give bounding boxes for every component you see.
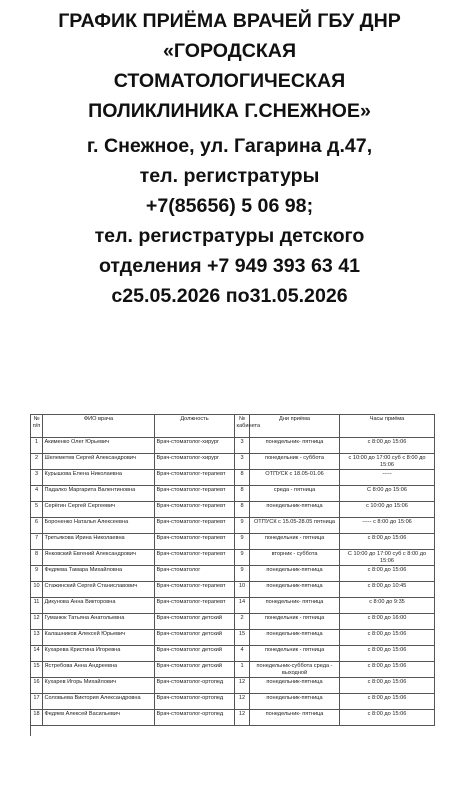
cell-doctor-name: Курышова Елена Николаевна (43, 470, 155, 486)
cell-position: Врач-стоматолог-терапевт (155, 550, 235, 566)
cell-position: Врач-стоматолог-терапевт (155, 502, 235, 518)
cell-number: 6 (31, 518, 43, 534)
cell-doctor-name: Падалко Маргарита Валентиновна (43, 486, 155, 502)
cell-doctor-name: Кухарева Кристина Игоревна (43, 646, 155, 662)
cell-hours: с 8:00 до 15:06 (340, 694, 435, 710)
cell-days: понедельник-пятница (250, 630, 340, 646)
title-line-3: СТОМАТОЛОГИЧЕСКАЯ (113, 70, 346, 92)
table-row (31, 486, 435, 502)
cell-position: Врач-стоматолог-хирург (155, 438, 235, 454)
table-row (31, 518, 435, 534)
cell-hours: с 8:00 до 15:06 (340, 630, 435, 646)
cell-cabinet: 14 (235, 598, 250, 614)
cell-days: понедельник- пятница (250, 598, 340, 614)
schedule-table-container (30, 414, 434, 736)
table-row (31, 566, 435, 582)
cell-hours: С 10:00 до 17:00 суб с 8:00 до 15:06 (340, 550, 435, 566)
table-row (31, 678, 435, 694)
table-row (31, 534, 435, 550)
column-header-days: Дни приёма (250, 415, 340, 438)
cell-number: 1 (31, 438, 43, 454)
cell-doctor-name: Третьякова Ирина Николаевна (43, 534, 155, 550)
cell-days: понедельник - пятница (250, 614, 340, 630)
table-header-row (31, 415, 435, 438)
cell-position: Врач-стоматолог детский (155, 662, 235, 678)
schedule-period: с25.05.2026 по31.05.2026 (111, 285, 348, 307)
cell-position: Врач-стоматолог-терапевт (155, 598, 235, 614)
cell-hours: ----- (340, 470, 435, 486)
cell-cabinet: 2 (235, 614, 250, 630)
table-row (31, 582, 435, 598)
cell-number: 14 (31, 646, 43, 662)
title-line-4: ПОЛИКЛИНИКА Г.СНЕЖНОЕ» (88, 100, 371, 122)
cell-position: Врач-стоматолог детский (155, 646, 235, 662)
table-row (31, 598, 435, 614)
column-header-number: № п/п (31, 415, 43, 438)
cell-position: Врач-стоматолог-терапевт (155, 518, 235, 534)
cell-position: Врач-стоматолог-хирург (155, 454, 235, 470)
cell-cabinet: 12 (235, 678, 250, 694)
cell-number: 15 (31, 662, 43, 678)
cell-doctor-name: Янковский Евгений Александрович (43, 550, 155, 566)
cell-doctor-name: Калашников Алексей Юрьевич (43, 630, 155, 646)
cell-position: Врач-стоматолог-терапевт (155, 470, 235, 486)
column-header-hours: Часы приёма (340, 415, 435, 438)
cell-position: Врач-стоматолог-терапевт (155, 486, 235, 502)
cell-position: Врач-стоматолог (155, 566, 235, 582)
column-header-position: Должность (155, 415, 235, 438)
cell-hours: с 10:00 до 17:00 суб с 8:00 до 15:06 (340, 454, 435, 470)
cell-days: среда - пятница (250, 486, 340, 502)
cell-cabinet: 1 (235, 662, 250, 678)
column-header-doctor: ФИО врача (43, 415, 155, 438)
cell-doctor-name: Стажинский Сергей Станиславович (43, 582, 155, 598)
cell-number: 8 (31, 550, 43, 566)
table-row (31, 662, 435, 678)
schedule-table (30, 414, 435, 726)
cell-cabinet: 9 (235, 550, 250, 566)
cell-position: Врач-стоматолог-терапевт (155, 534, 235, 550)
cell-doctor-name: Федяева Тамара Михайловна (43, 566, 155, 582)
cell-number: 4 (31, 486, 43, 502)
table-row (31, 630, 435, 646)
cell-hours: с 8:00 до 16:00 (340, 614, 435, 630)
cell-doctor-name: Ястребова Анна Андреевна (43, 662, 155, 678)
schedule-header (0, 0, 459, 311)
cell-cabinet: 4 (235, 646, 250, 662)
cell-number: 7 (31, 534, 43, 550)
cell-hours: с 8:00 до 15:06 (340, 566, 435, 582)
cell-cabinet: 8 (235, 486, 250, 502)
cell-days: понедельник-суббота среда - выходной (250, 662, 340, 678)
cell-cabinet: 12 (235, 710, 250, 726)
cell-cabinet: 8 (235, 502, 250, 518)
cell-days: понедельник - пятница (250, 534, 340, 550)
cell-hours: с 8:00 до 15:06 (340, 662, 435, 678)
cell-doctor-name: Шелеметев Сергей Александрович (43, 454, 155, 470)
cell-days: вторник - суббота (250, 550, 340, 566)
cell-hours: с 8:00 до 15:06 (340, 646, 435, 662)
child-registry-label: тел. регистратуры детского (94, 225, 365, 247)
table-row (31, 438, 435, 454)
cell-number: 17 (31, 694, 43, 710)
title-line-1: ГРАФИК ПРИЁМА ВРАЧЕЙ ГБУ ДНР (58, 10, 401, 32)
cell-cabinet: 9 (235, 518, 250, 534)
cell-hours: с 8:00 до 10:45 (340, 582, 435, 598)
cell-position: Врач-стоматолог детский (155, 630, 235, 646)
cell-days: понедельник- пятница (250, 438, 340, 454)
cell-hours: с 10:00 до 15:06 (340, 502, 435, 518)
cell-days: понедельник-пятница (250, 566, 340, 582)
cell-days: понедельник - пятница (250, 646, 340, 662)
table-continuation (30, 726, 434, 736)
cell-number: 10 (31, 582, 43, 598)
table-row (31, 470, 435, 486)
cell-number: 2 (31, 454, 43, 470)
table-row (31, 502, 435, 518)
cell-number: 3 (31, 470, 43, 486)
address: г. Снежное, ул. Гагарина д.47, (86, 135, 373, 157)
cell-cabinet: 3 (235, 454, 250, 470)
cell-number: 5 (31, 502, 43, 518)
cell-days: понедельник-пятница (250, 678, 340, 694)
cell-days: понедельник- пятница (250, 710, 340, 726)
cell-hours: с 8:00 до 15:06 (340, 438, 435, 454)
child-registry-phone: отделения +7 949 393 63 41 (98, 255, 361, 277)
cell-days: понедельник-пятница (250, 694, 340, 710)
table-row (31, 550, 435, 566)
cell-hours: с 8:00 до 15:06 (340, 534, 435, 550)
table-row (31, 614, 435, 630)
cell-doctor-name: Соловьева Виктория Александровна (43, 694, 155, 710)
cell-doctor-name: Акименко Олег Юрьевич (43, 438, 155, 454)
cell-position: Врач-стоматолог-ортопед (155, 710, 235, 726)
cell-doctor-name: Серёгин Сергей Сергеевич (43, 502, 155, 518)
cell-hours: с 8:00 до 15:06 (340, 678, 435, 694)
cell-doctor-name: Федяев Алексей Васильевич (43, 710, 155, 726)
cell-cabinet: 9 (235, 534, 250, 550)
registry-phone: +7(85656) 5 06 98; (145, 195, 314, 217)
title-line-2: «ГОРОДСКАЯ (162, 40, 297, 62)
cell-cabinet: 9 (235, 566, 250, 582)
cell-position: Врач-стоматолог-ортопед (155, 694, 235, 710)
cell-days: понедельник-пятница (250, 582, 340, 598)
cell-doctor-name: Гуманюк Татьяна Анатольевна (43, 614, 155, 630)
table-row (31, 454, 435, 470)
registry-label: тел. регистратуры (139, 165, 320, 187)
cell-position: Врач-стоматолог детский (155, 614, 235, 630)
cell-doctor-name: Кухарев Игорь Михайлович (43, 678, 155, 694)
cell-days: ОТПУСК с 15.05-28.05 пятница (250, 518, 340, 534)
cell-cabinet: 8 (235, 470, 250, 486)
cell-days: понедельник-пятница (250, 502, 340, 518)
cell-hours: С 8:00 до 15:06 (340, 486, 435, 502)
cell-cabinet: 3 (235, 438, 250, 454)
cell-days: ОТПУСК с 18.05-01.06 (250, 470, 340, 486)
table-row (31, 694, 435, 710)
cell-number: 9 (31, 566, 43, 582)
cell-hours: с 8:00 до 15:06 (340, 710, 435, 726)
cell-number: 16 (31, 678, 43, 694)
cell-position: Врач-стоматолог-терапевт (155, 582, 235, 598)
table-row (31, 646, 435, 662)
cell-doctor-name: Дикунова Анна Викторовна (43, 598, 155, 614)
cell-hours: ----- с 8:00 до 15:06 (340, 518, 435, 534)
cell-number: 12 (31, 614, 43, 630)
cell-hours: с 8:00 до 9:35 (340, 598, 435, 614)
table-row (31, 710, 435, 726)
cell-cabinet: 12 (235, 694, 250, 710)
cell-number: 13 (31, 630, 43, 646)
cell-doctor-name: Бороненко Наталья Алексеевна (43, 518, 155, 534)
cell-position: Врач-стоматолог-ортопед (155, 678, 235, 694)
cell-cabinet: 10 (235, 582, 250, 598)
cell-number: 18 (31, 710, 43, 726)
cell-days: понедельник - суббота (250, 454, 340, 470)
column-header-cabinet: № кабинета (235, 415, 250, 438)
cell-number: 11 (31, 598, 43, 614)
cell-cabinet: 15 (235, 630, 250, 646)
